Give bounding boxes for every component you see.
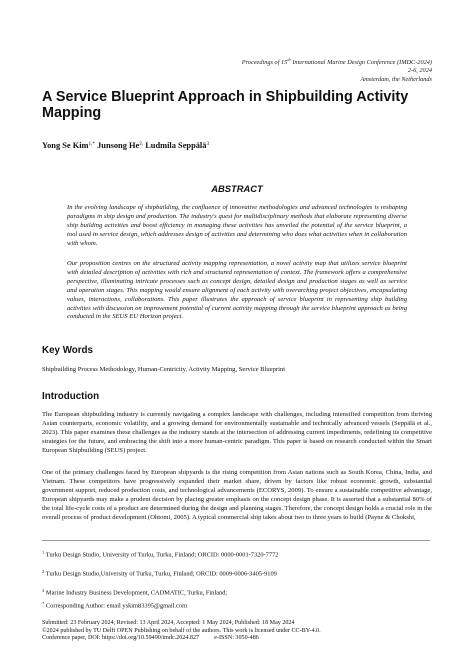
author-name: Ludmila Seppälä <box>143 141 207 150</box>
doi-line: Conference paper, DOI: https://doi.org/10.59490/imdc.2024.827 e-ISSN: 3050-486 <box>42 635 259 642</box>
license-line: ©2024 published by TU Delft OPEN Publishing on behalf of the authors. This work is licensed under CC-BY-4.0. <box>42 627 321 634</box>
author-affiliation-mark: 2, <box>139 141 144 147</box>
proceedings-line-1: Proceedings of 15th International Marine Design Conference (IMDC-2024) <box>241 57 432 67</box>
footnote-divider <box>42 540 430 541</box>
author-list <box>42 141 209 150</box>
footnote-1: $^1$ Turku Design Studio, University of Turku, Turku, Finland; ORCID: 0000-0001-7320-7772 <box>42 550 279 559</box>
introduction-paragraph-2: One of the primary challenges faced by European shipyards is the rising competition from Asian nations such as South Korea, China, India, and Vietnam. These competitors have progressively expanded their market share, driven by factors like robust economic growth, substantial government support, reduced production costs, and technological advancements (ECORYS, 2009). To ensure a sustainable competitive advantage, European shipyards may make a prudent decision by placing greater emphasis on the concept design phase. It is asserted that a substantial 80% of the total life-cycle costs of a product are determined during the design and planning stages. Therefore, the concept design holds a crucial role in the overall process of product development (Ohtomi, 2005). A typical commercial ship takes about two to three years to build (Payne & Chokshi, <box>42 469 432 521</box>
abstract-paragraph-2: Our proposition centres on the structured activity mapping representation, a novel activity map that utilizes service blueprint with detailed description of activities with rich and structured representation of context. The framework offers a comprehensive perspective, illuminating intricate processes such as concept design, detailed design and production stages as well as service and operation stages. This mapping would ensure alignment of each activity with overarching project objectives, encapsulating values, interactions, collaborations. This paper illustrates the approach of service blueprint in representing ship building activities with discussion on improvement potential of current activity mapping through the service blueprint approach as being conducted in the SEUS EU Horizon project. <box>67 260 407 321</box>
submission-info <box>42 620 321 643</box>
proceedings-line-3: Amsterdam, the Netherlands <box>360 75 432 83</box>
paper-title: A Service Blueprint Approach in Shipbuilding Activity Mapping <box>42 89 409 122</box>
abstract-heading: ABSTRACT <box>211 183 263 194</box>
keywords-text: Shipbuilding Process Methodology, Human-Centricity, Activity Mapping, Service Blueprint <box>42 366 286 373</box>
author-name: Junsong He <box>95 141 140 150</box>
footnote-corresponding: * Corresponding Author: email yskim83395@gmail.com <box>42 601 188 610</box>
submission-dates: Submitted: 23 February 2024, Revised: 13 April 2024, Accepted: 1 May 2024, Published: 18 May 2024 <box>42 620 295 626</box>
proceedings-line-2: 2-6, 2024 <box>407 67 432 75</box>
abstract-paragraph-1: In the evolving landscape of shipbuilding, the confluence of innovative methodologies and advanced technologies is reshaping paradigms in ship design and production. The industry's quest for multidisciplinary methods that elaborate representing diverse ship building activities and boost efficiency in managing these activities has unveiled the potential of the service blueprint, a tool used in service design, which addresses design of activities and determining who does what activities when in collaboration with whom. <box>67 204 407 247</box>
introduction-paragraph-1: The European shipbuilding industry is currently navigating a complex landscape with challenges, including intensified competition from thriving Asian counterparts, economic volatility, and a growing demand for environmentally sustainable and technically advanced vessels (Seppälä et al., 2023). This paper examines these challenges as the industry stands at the intersection of addressing current impediments, redefining its competitive strategies for the future, and embracing the shift into a more human-centric paradigm. This paper is based on research conducted within the Smart European Shipbuilding (SEUS) project. <box>42 411 432 454</box>
footnote-3: $^3$ Marine Industry Business Development, CADMATIC, Turku, Finland; <box>42 588 228 597</box>
author-affiliation-mark: 1,* <box>88 141 96 147</box>
author-affiliation-mark: 3 <box>206 141 210 147</box>
keywords-heading: Key Words <box>42 345 93 356</box>
author-name: Yong Se Kim <box>42 141 89 150</box>
proceedings-header <box>132 56 432 84</box>
footnote-2: $^2$ Turku Design Studio,University of Turku, Turku, Finland; ORCID: 0009-0006-3405-9109 <box>42 569 277 578</box>
introduction-heading: Introduction <box>42 391 100 402</box>
